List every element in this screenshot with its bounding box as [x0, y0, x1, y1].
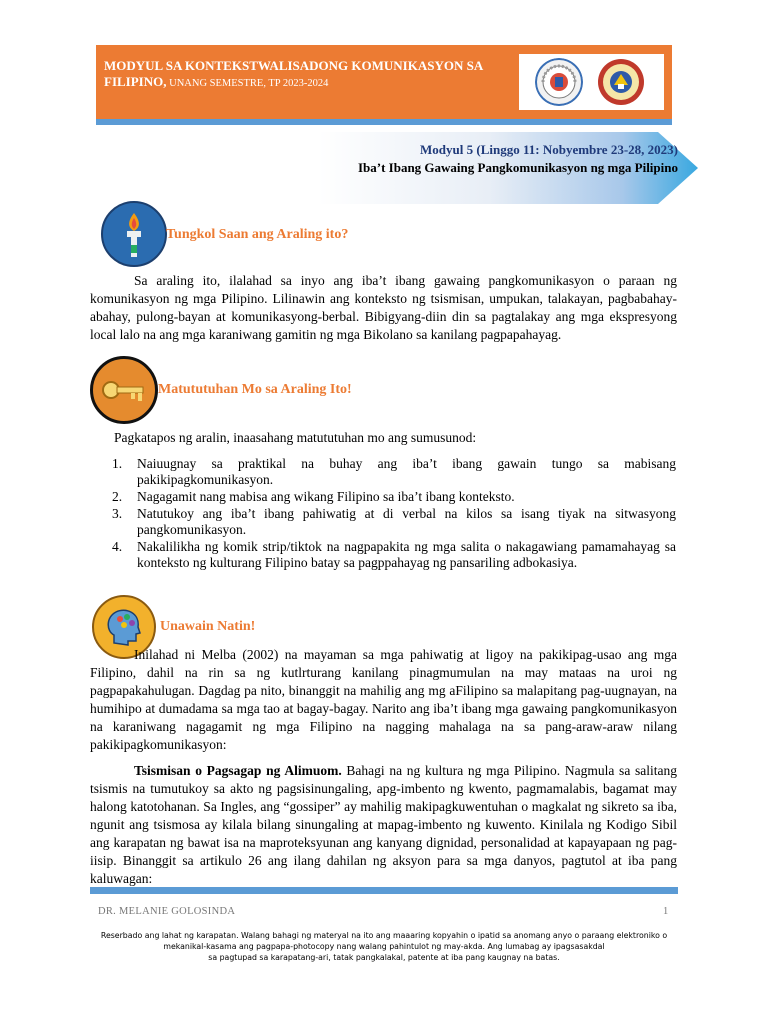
key-icon: [90, 356, 158, 424]
section-learn-title: Matututuhan Mo sa Araling Ito!: [158, 382, 352, 397]
logo-box: [519, 54, 664, 110]
list-item: [112, 506, 676, 538]
header-accent-bar: [96, 119, 672, 125]
copyright-line: mekanikal-kasama ang pagpapa-photocopy nang walang pahintulot ng may-akda. Ang lumabag ay ipagsasakdal: [163, 942, 605, 951]
section-about-title: Tungkol Saan ang Araling ito?: [166, 227, 349, 242]
list-item-number: 1.: [112, 456, 123, 471]
footer-accent-bar: [90, 887, 678, 894]
tsismisan-text: Bahagi na ng kultura ng mga Pilipino. Nagmula sa salitang tsismis na tumutukoy sa akto ng pagsisinungaling, apg-imbento ng kwento, pagmamalabis, bagamat may halong katotohanan. Sa Ingles, ang “gossiper” ay mahilig makipagkuwentuhan o magkalat ng sikreto sa iba, ngunit ang tsismosa ay kilala bilang sinungaling at mapag-imbento ng kuwento. Kinilala ng Kodigo Sibil ang karapatan ng bawat isa na maproteksyunan ang kanyang dignidad, personalidad at kapayapaan ng pag-iisip. Binanggit sa artikulo 26 ang ilang dahilan ng aksyon para sa mga danyos, pagtutol at iba pang kaluwagan:: [90, 763, 677, 886]
list-item-number: 2.: [112, 489, 123, 504]
tsismisan-paragraph: [90, 762, 677, 888]
tsismisan-heading: Tsismisan o Pagsagap ng Alimuom.: [134, 763, 342, 778]
module-number: Modyul 5 (Linggo 11: Nobyembre 23-28, 2023): [420, 142, 678, 157]
list-item-text: Nagagamit nang mabisa ang wikang Filipino sa iba’t ibang konteksto.: [137, 489, 515, 504]
page-number: 1: [663, 906, 669, 917]
section-understand-body: Inilahad ni Melba (2002) na mayaman sa mga pahiwatig at ligoy na pakikipag-usao ang mga Filipino, dahil na rin sa ng kutlrturang kanilang pinagmumulan na may mataas na uroi ng pagpapakahulugan. Dagdag pa nito, binanggit na mahilig ang mg aFilipino sa malapitang pag-uugnayan, na humihipo at dumadama sa mga tao at bagay-bagay. Narito ang iba’t ibang mga gawaing pangkomunikasyon na karaniwang nagagamit ng mga Filipino na nagging mahalaga na sa pang-araw-araw nilang pakikipagkomunikasyon:: [90, 647, 677, 752]
list-item: [112, 539, 676, 571]
torch-icon: [101, 201, 167, 267]
header-title-bold: MODYUL SA KONTEKSTWALISADONG KOMUNIKASYON SA FILIPINO,: [104, 58, 483, 89]
list-item: [112, 456, 676, 488]
list-item-text: Nakalilikha ng komik strip/tiktok na nagpapakita ng mga salita o nakagawiang pamamahayag sa konteksto ng kulturang Filipino batay sa pagppahayag ng pansariling adbokasiya.: [137, 539, 676, 570]
list-item-number: 3.: [112, 506, 123, 521]
list-item-text: Natutukoy ang iba’t ibang pahiwatig at di verbal na kilos sa isang tiyak na sitwasyong pangkomunikasyon.: [137, 506, 676, 537]
objectives-list: [112, 456, 676, 572]
footer-author: DR. MELANIE GOLOSINDA: [98, 906, 236, 917]
header-title-semester: UNANG SEMESTRE, TP 2023-2024: [166, 78, 329, 89]
module-title: Iba’t Ibang Gawaing Pangkomunikasyon ng mga Pilipino: [357, 160, 678, 175]
copyright-line: Reserbado ang lahat ng karapatan. Walang bahagi ng materyal na ito ang maaaring kopyahin o ipatid sa anomang anyo o paraang elektroniko o: [100, 931, 668, 940]
copyright-notice: [80, 930, 688, 963]
section-about-body: Sa araling ito, ilalahad sa inyo ang iba’t ibang gawaing pangkomunikasyon o paraan ng komunikasyon ng mga Pilipino. Lilinawin ang konteksto ng tsismisan, umpukan, talakayan, pagbabahay-abahay, pulong-bayan at komunikasyong-berbal. Bibigyang-diin din sa pagtalakay ang mga ekspresyong local lalo na ang mga karaniwang gamitin ng mga Bikolano sa kanilang pagpapahayag.: [90, 273, 677, 342]
list-item-number: 4.: [112, 539, 123, 554]
university-seal-logo: [597, 58, 645, 106]
list-item: [112, 489, 676, 505]
copyright-line: sa pagtupad sa karapatang-ari, tatak pangkalakal, patente at iba pang kaugnay na batas.: [208, 953, 560, 962]
section-understand-title: Unawain Natin!: [160, 619, 256, 634]
header-title: [104, 58, 504, 92]
school-seal-logo: [535, 58, 583, 106]
list-item-text: Naiuugnay sa praktikal na buhay ang iba’t ibang gawain tungo sa mabisang pakikipagkomunikasyon.: [137, 456, 676, 487]
section-learn-intro: Pagkatapos ng aralin, inaasahang matututuhan mo ang sumusunod:: [114, 430, 477, 445]
